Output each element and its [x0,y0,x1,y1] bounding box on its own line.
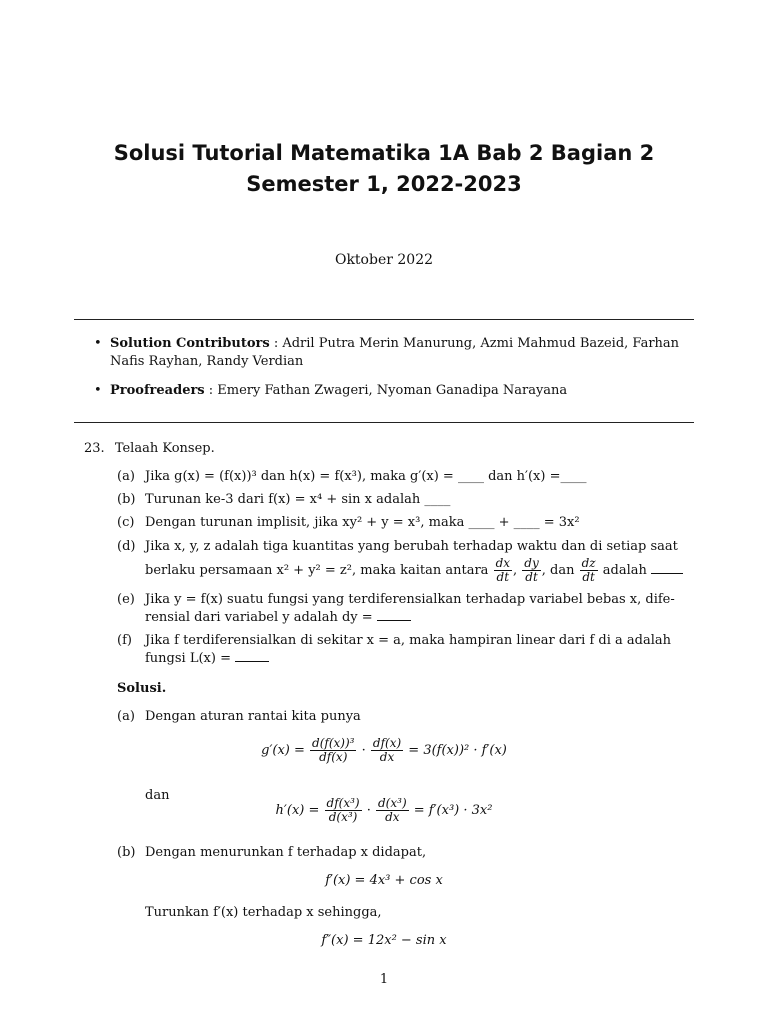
equation-g-prime: g′(x) = $\frac{\text{d(f(x))³}}{df(x)}$ · $\frac{df(x)}{dx}$ = 3(f(x))² · f′(x) [261,736,507,764]
item-text-line1: Jika f terdiferensialkan di sekitar x = a, maka hampiran linear dari f di a adalah [145,633,672,648]
fraction: $\frac{\text{d(f(x))³}}{df(x)}$ [312,736,355,764]
item-text-line2: rensial dari variabel y adalah dy = [145,610,373,625]
top-divider [74,319,694,320]
item-text-line1: Jika x, y, z adalah tiga kuantitas yang berubah terhadap waktu dan di setiap saat [145,539,678,554]
fraction-dx-dt: $\frac{dx}{dt}$ [495,556,511,584]
item-d [117,537,697,556]
fraction-dz-dt: $\frac{dz}{dt}$ [581,556,596,584]
item-label: (a) [117,469,135,484]
item-text-line1: Jika y = f(x) suatu fungsi yang terdiferensialkan terhadap variabel bebas x, dife- [145,592,675,607]
contributors-item [94,335,694,371]
solution-a-intro: (a) Dengan aturan rantai kita punya [117,709,361,724]
item-label: (f) [117,633,132,648]
item-e [117,590,697,609]
item-c [117,513,697,532]
item-text-line2a: berlaku persamaan x² + y² = z², maka kaitan antara [145,563,489,578]
solution-b-mid: Turunkan f′(x) terhadap x sehingga, [145,905,382,920]
document-title [0,138,768,200]
item-e-line2 [145,608,705,627]
solution-a-dan: dan [145,788,170,803]
fraction: $\frac{\text{d(x³)}}{dx}$ [378,796,407,824]
item-f [117,631,697,650]
fraction-dy-dt: $\frac{dy}{dt}$ [524,556,539,584]
answer-blank [235,649,269,662]
answer-blank [651,561,683,574]
contributors-label: Solution Contributors [110,336,270,351]
equation-h-prime: h′(x) = $\frac{\text{df(x³)}}{\text{d(x³)}}$ · $\frac{\text{d(x³)}}{dx}$ = f′(x³) · 3x² [275,796,493,824]
page-number: 1 [379,972,389,987]
problem-number: 23. [84,441,105,456]
solution-heading: Solusi. [117,681,167,696]
item-label: (c) [117,515,135,530]
problem-title: Telaah Konsep. [114,441,215,456]
bullet-icon: • [94,383,102,398]
item-label: (b) [117,492,136,507]
fraction: $\frac{df(x)}{dx}$ [372,736,402,764]
proofreaders-item [94,382,694,400]
solution-b-intro: (b) Dengan menurunkan f terhadap x didapat, [117,845,427,860]
item-text-line2: fungsi L(x) = [145,651,231,666]
document-date: Oktober 2022 [334,252,434,268]
item-a [117,467,697,486]
item-label: (d) [117,539,136,554]
proofreaders-text: : Emery Fathan Zwageri, Nyoman Ganadipa Narayana [204,383,568,398]
equation-f-double-prime: f″(x) = 12x² − sin x [321,933,447,948]
proofreaders-label: Proofreaders [110,383,205,398]
bullet-icon: • [94,336,102,351]
answer-blank [377,608,411,621]
item-text: Turunan ke-3 dari f(x) = x⁴ + sin x adalah ____ [145,492,451,507]
item-text: Jika g(x) = (f(x))³ dan h(x) = f(x³), maka g′(x) = ____ dan h′(x) =____ [145,469,587,484]
item-text-line2b: adalah [602,563,647,578]
contributors-text: : Adril Putra Merin Manurung, Azmi Mahmud Bazeid, Farhan Nafis Rayhan, Randy Verdian [110,336,680,369]
item-label: (e) [117,592,135,607]
fraction: $\frac{\text{df(x³)}}{\text{d(x³)}}$ [326,796,360,824]
title-line-2: Semester 1, 2022-2023 [246,172,522,196]
title-line-1: Solusi Tutorial Matematika 1A Bab 2 Bagian 2 [113,141,655,165]
item-f-line2 [145,649,705,668]
equation-f-prime: f′(x) = 4x³ + cos x [325,873,443,888]
problem-heading [84,439,215,458]
item-text: Dengan turunan implisit, jika xy² + y = x³, maka ____ + ____ = 3x² [145,515,580,530]
bottom-divider [74,422,694,423]
item-b [117,490,697,509]
item-d-line2: berlaku persamaan x² + y² = z², maka kaitan antara $\frac{dx}{dt}$ , $\frac{dy}{dt}$ , dan $\frac{dz}{dt}$ adalah [145,555,705,587]
